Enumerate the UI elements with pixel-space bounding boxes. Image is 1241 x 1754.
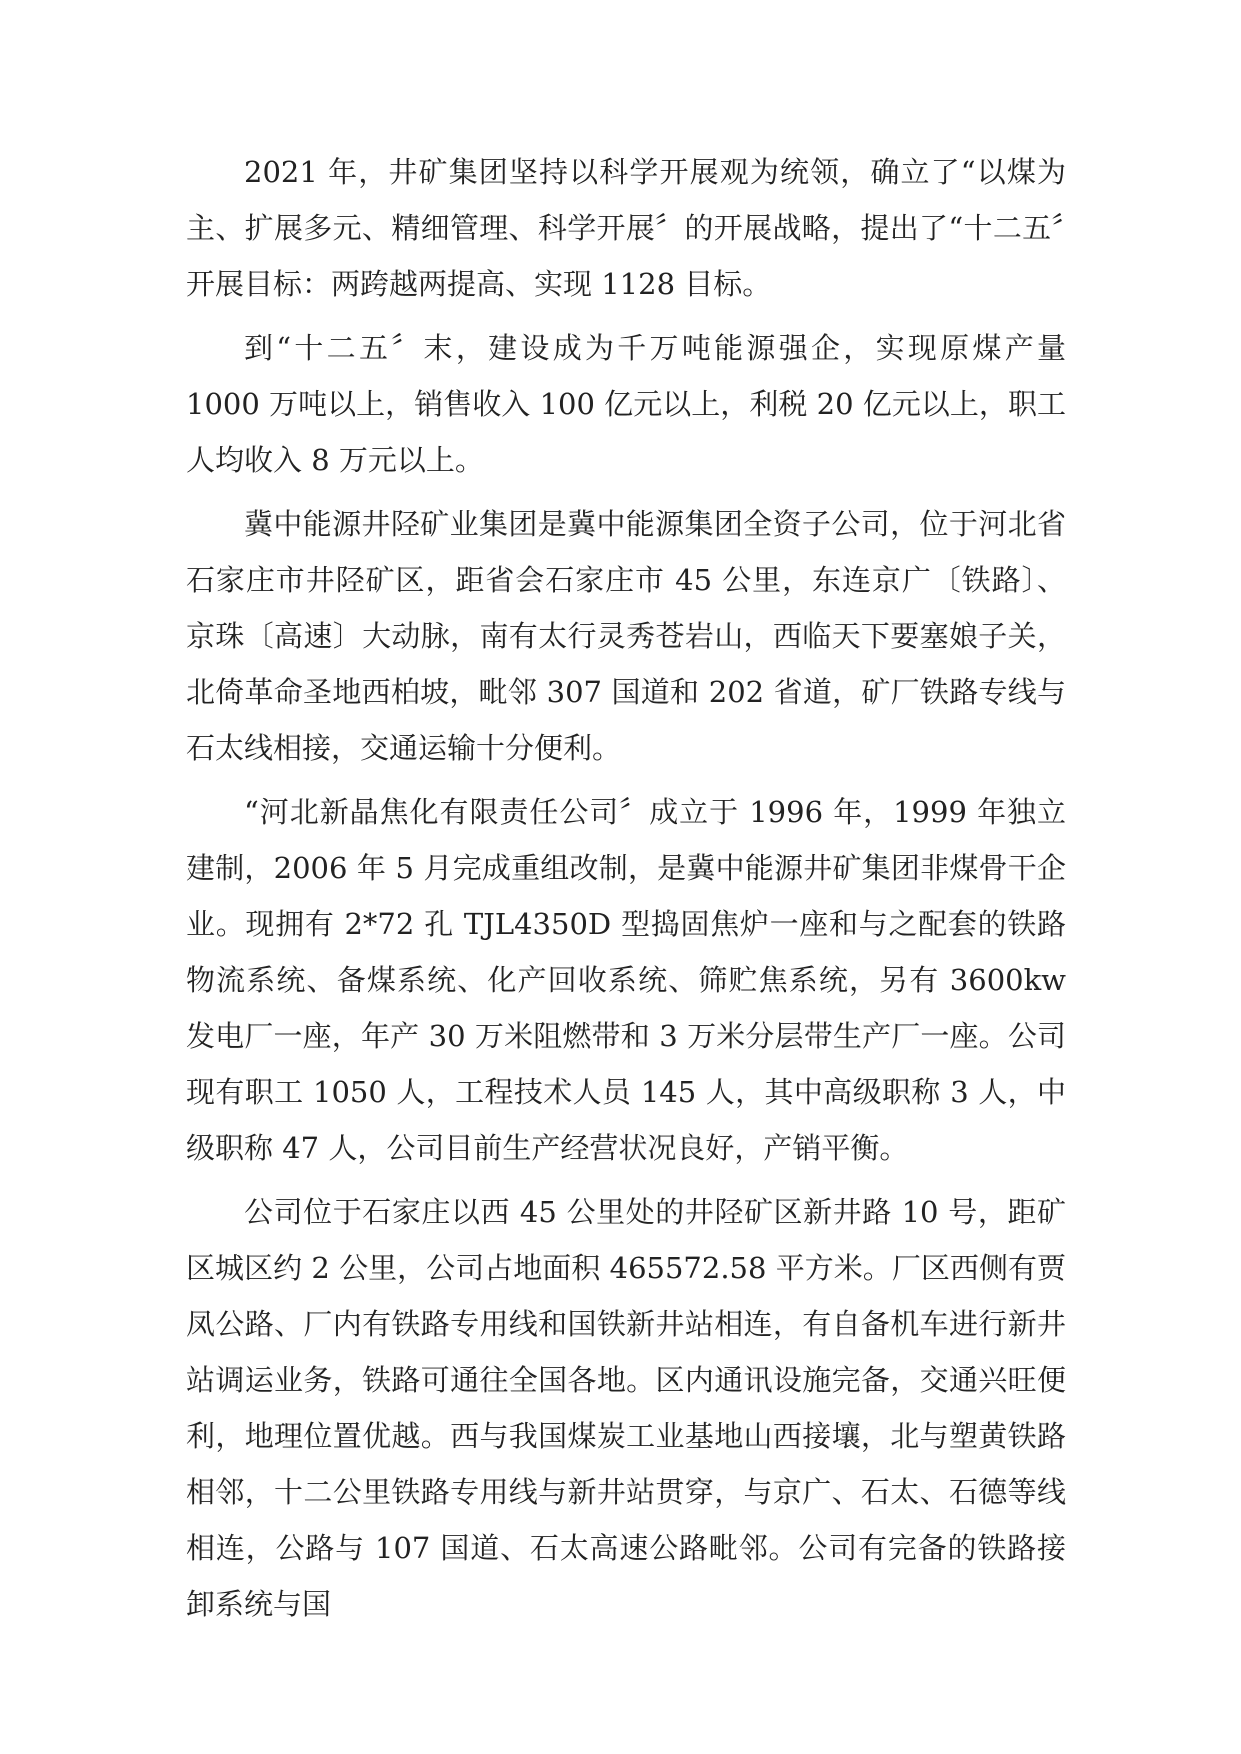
paragraph-3: 冀中能源井陉矿业集团是冀中能源集团全资子公司，位于河北省石家庄市井陉矿区，距省会石家庄市 45 公里，东连京广〔铁路〕、京珠〔高速〕大动脉，南有太行灵秀苍岩山，西临天下要塞娘子关，北倚革命圣地西柏坡，毗邻 307 国道和 202 省道，矿厂铁路专线与石太线相接，交通运输十分便利。: [186, 507, 1066, 765]
paragraph-2: 到“十二五〞末，建设成为千万吨能源强企，实现原煤产量 1000 万吨以上，销售收入 100 亿元以上，利税 20 亿元以上，职工人均收入 8 万元以上。: [186, 331, 1066, 477]
paragraph-4: “河北新晶焦化有限责任公司〞成立于 1996 年，1999 年独立建制，2006 年 5 月完成重组改制，是冀中能源井矿集团非煤骨干企业。现拥有 2*72 孔 TJL4350D 型捣固焦炉一座和与之配套的铁路物流系统、备煤系统、化产回收系统、筛贮焦系统，另有 3600kw 发电厂一座，年产 30 万米阻燃带和 3 万米分层带生产厂一座。公司现有职工 1050 人，工程技术人员 145 人，其中高级职称 3 人，中级职称 47 人，公司目前生产经营状况良好，产销平衡。: [186, 795, 1066, 1165]
document-body: [186, 144, 1066, 1640]
paragraph-1: 2021 年，井矿集团坚持以科学开展观为统领，确立了“以煤为主、扩展多元、精细管理、科学开展〞的开展战略，提出了“十二五〞开展目标：两跨越两提高、实现 1128 目标。: [186, 155, 1066, 301]
paragraph-5: 公司位于石家庄以西 45 公里处的井陉矿区新井路 10 号，距矿区城区约 2 公里，公司占地面积 465572.58 平方米。厂区西侧有贾凤公路、厂内有铁路专用线和国铁新井站相连，有自备机车进行新井站调运业务，铁路可通往全国各地。区内通讯设施完备，交通兴旺便利，地理位置优越。西与我国煤炭工业基地山西接壤，北与塑黄铁路相邻，十二公里铁路专用线与新井站贯穿，与京广、石太、石德等线相连，公路与 107 国道、石太高速公路毗邻。公司有完备的铁路接卸系统与国: [186, 1195, 1066, 1621]
